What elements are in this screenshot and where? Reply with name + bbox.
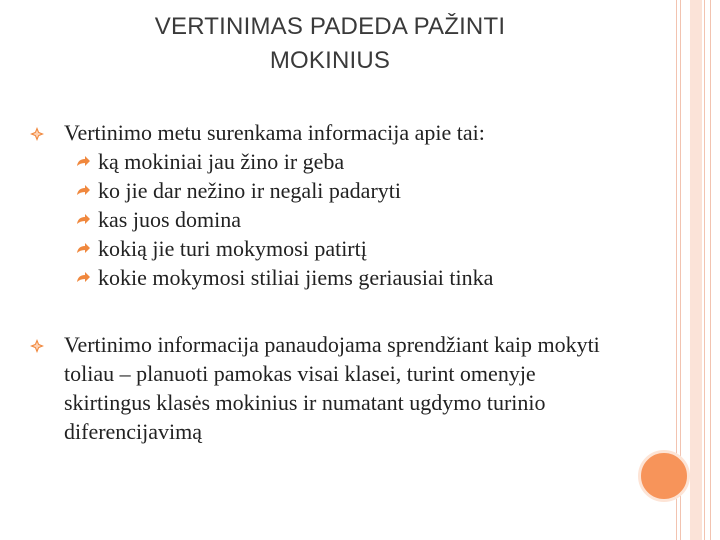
- sub-item-text: ko jie dar nežino ir negali padaryti: [98, 178, 401, 203]
- sub-item-text: kokie mokymosi stiliai jiems geriausiai tinka: [98, 265, 494, 290]
- orange-diamond-bullet-icon: [30, 127, 44, 141]
- curved-arrow-bullet-icon: [76, 214, 90, 226]
- sub-list-item: [64, 263, 644, 292]
- sub-list: [64, 147, 644, 292]
- curved-arrow-bullet-icon: [76, 272, 90, 284]
- sub-item-text: ką mokiniai jau žino ir geba: [98, 149, 345, 174]
- sub-item-text: kokią jie turi mokymosi patirtį: [98, 236, 367, 261]
- slide-title: [60, 10, 600, 78]
- decorative-circle: [638, 450, 690, 502]
- sub-list-item: [64, 205, 644, 234]
- title-line-2: MOKINIUS: [269, 47, 391, 74]
- bullet-text-2: Vertinimo informacija panaudojama sprendžiant kaip mokyti toliau – planuoti pamokas visai klasei, turint omenyje skirtingus klasės mokinius ir numatant ugdymo turinio diferencijavimą: [64, 332, 600, 444]
- orange-diamond-bullet-icon: [30, 339, 44, 353]
- title-line-1: VERTINIMAS PADEDA PAŽINTI: [154, 13, 506, 40]
- curved-arrow-bullet-icon: [76, 156, 90, 168]
- edge-stripe: [710, 0, 711, 540]
- edge-stripe: [704, 0, 705, 540]
- curved-arrow-bullet-icon: [76, 243, 90, 255]
- bullet-text-1: Vertinimo metu surenkama informacija apie tai:: [64, 120, 485, 145]
- curved-arrow-bullet-icon: [76, 185, 90, 197]
- sub-item-text: kas juos domina: [98, 207, 241, 232]
- sub-list-item: [64, 176, 644, 205]
- edge-band: [690, 0, 702, 540]
- sub-list-item: [64, 147, 644, 176]
- sub-list-item: [64, 234, 644, 263]
